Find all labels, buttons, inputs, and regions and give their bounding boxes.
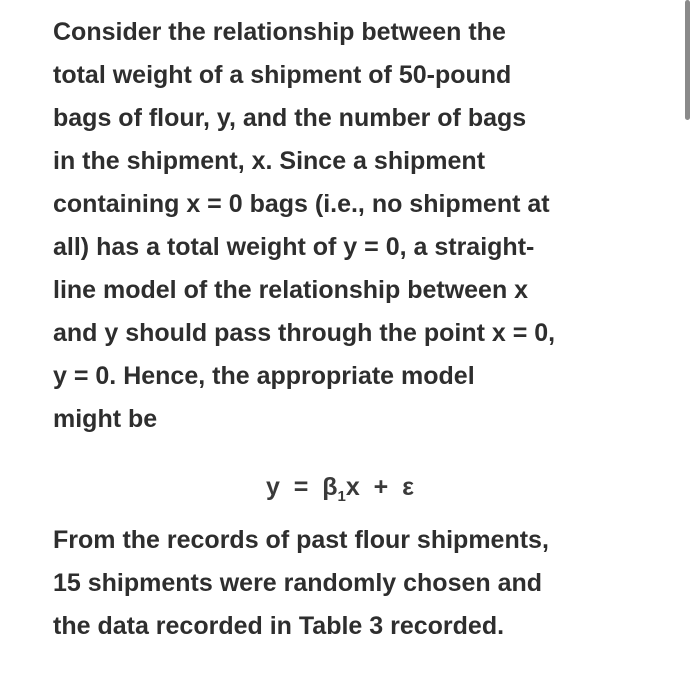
text-line: Consider the relationship between the [53, 18, 506, 46]
intro-paragraph [53, 11, 555, 441]
text-line: in the shipment, x. Since a shipment [53, 147, 486, 175]
text-line: total weight of a shipment of 50-pound [53, 61, 512, 89]
text-line: the data recorded in Table 3 recorded. [53, 612, 505, 640]
text-line: might be [53, 405, 158, 433]
text-line: 15 shipments were randomly chosen and [53, 569, 543, 597]
text-line: y = 0. Hence, the appropriate model [53, 362, 475, 390]
text-line: From the records of past flour shipments, [53, 526, 549, 554]
equation-rhs: x + ε [345, 473, 415, 501]
text-line: line model of the relationship between x [53, 276, 529, 304]
scrollbar[interactable] [685, 0, 690, 120]
text-line: bags of flour, y, and the number of bags [53, 104, 527, 132]
equation-subscript: 1 [337, 488, 346, 505]
equation-lhs: y = β [266, 473, 338, 501]
text-line: and y should pass through the point x = 0, [53, 319, 556, 347]
data-paragraph [53, 519, 549, 648]
text-line: all) has a total weight of y = 0, a straight- [53, 233, 535, 261]
text-line: containing x = 0 bags (i.e., no shipment at [53, 190, 550, 218]
model-equation [266, 466, 414, 518]
